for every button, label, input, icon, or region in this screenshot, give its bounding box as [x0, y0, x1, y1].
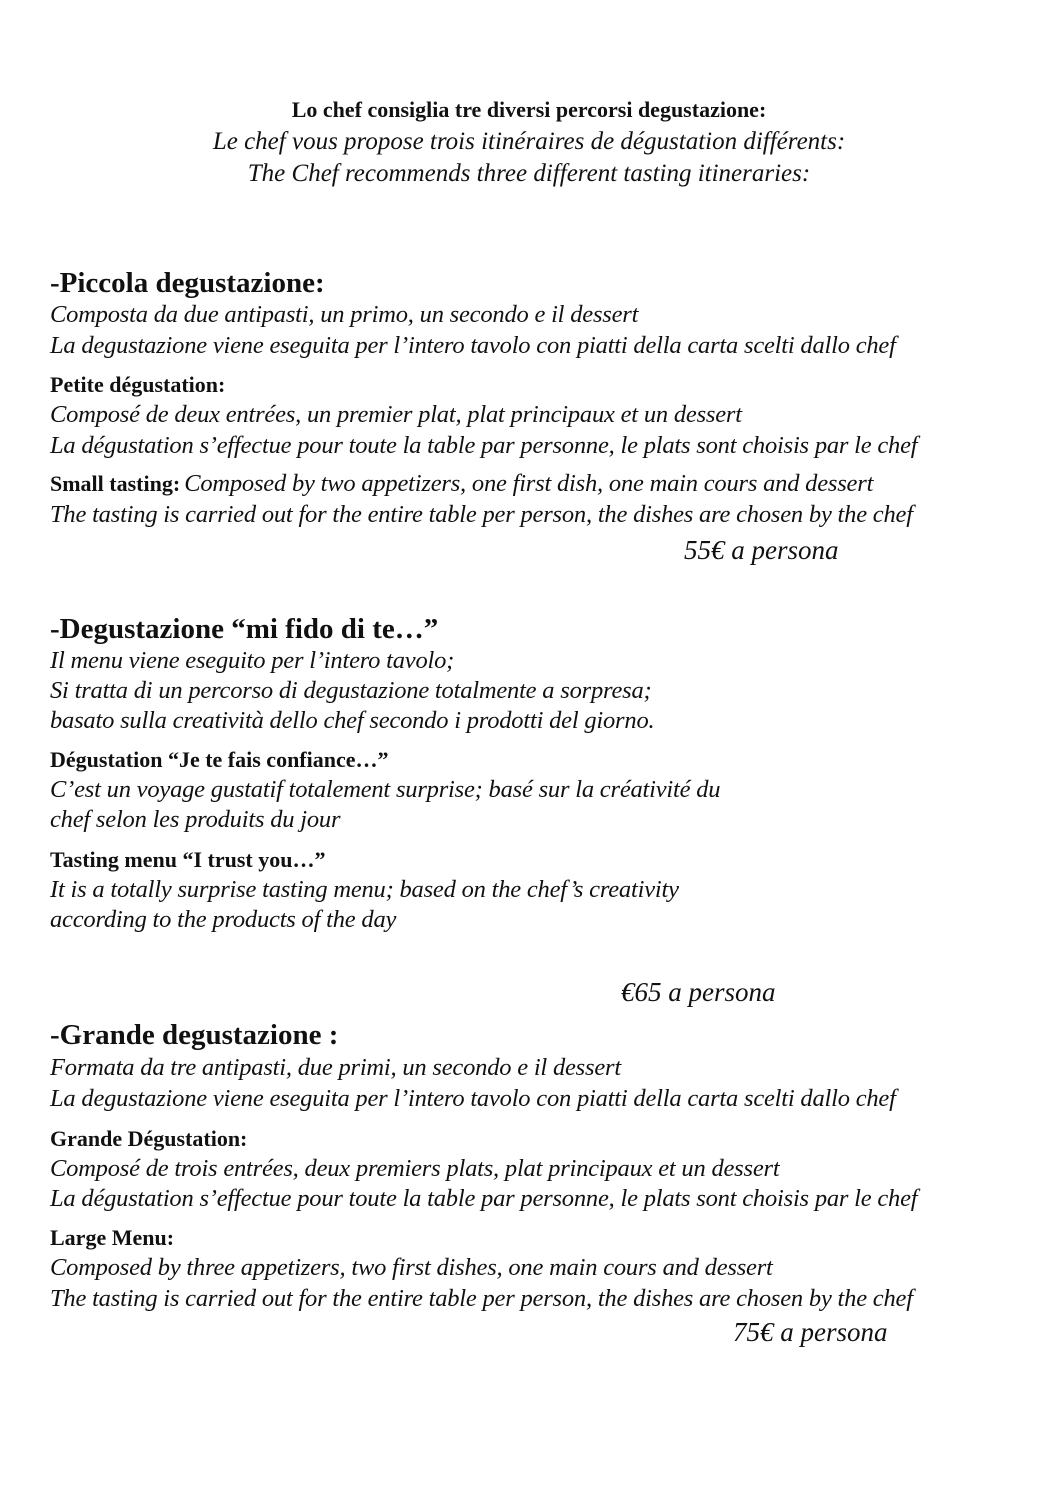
piccola-fr-title: Petite dégustation:	[50, 372, 226, 397]
grande-en-line-1: Composed by three appetizers, two first dishes, one main cours and dessert	[50, 1254, 773, 1281]
piccola-it-line-2: La degustazione viene eseguita per l’intero tavolo con piatti della carta scelti dallo chef	[50, 332, 896, 359]
grande-price: 75€ a persona	[733, 1317, 888, 1347]
header-french: Le chef vous propose trois itinéraires de dégustation différents:	[212, 128, 846, 155]
piccola-en-line-2: The tasting is carried out for the entire table per person, the dishes are chosen by the chef	[50, 501, 913, 528]
fido-it-line-2: Si tratta di un percorso di degustazione totalmente a sorpresa;	[50, 677, 652, 704]
fido-en-line-1: It is a totally surprise tasting menu; based on the chef’s creativity	[50, 876, 679, 903]
fido-it-line-3: basato sulla creatività dello chef secondo i prodotti del giorno.	[50, 707, 655, 734]
fido-it-line-1: Il menu viene eseguito per l’intero tavolo;	[50, 647, 455, 674]
piccola-en-line-1	[50, 470, 873, 498]
fido-title: -Degustazione “mi fido di te…”	[50, 613, 439, 645]
grande-it-line-2: La degustazione viene eseguita per l’intero tavolo con piatti della carta scelti dallo chef	[50, 1085, 896, 1112]
fido-en-line-2: according to the products of the day	[50, 906, 397, 933]
piccola-en-text-1: Composed by two appetizers, one first dish, one main cours and dessert	[184, 470, 874, 497]
header-italian: Lo chef consiglia tre diversi percorsi degustazione:	[291, 97, 767, 122]
fido-fr-line-1: C’est un voyage gustatif totalement surprise; basé sur la créativité du	[50, 776, 721, 803]
piccola-it-line-1: Composta da due antipasti, un primo, un secondo e il dessert	[50, 301, 639, 328]
piccola-price: 55€ a persona	[684, 535, 839, 565]
piccola-fr-line-1: Composé de deux entrées, un premier plat, plat principaux et un dessert	[50, 401, 742, 428]
fido-fr-line-2: chef selon les produits du jour	[50, 806, 341, 833]
grande-title: -Grande degustazione :	[50, 1019, 339, 1051]
grande-fr-title: Grande Dégustation:	[50, 1126, 248, 1151]
grande-en-title: Large Menu:	[50, 1225, 175, 1250]
grande-fr-line-2: La dégustation s’effectue pour toute la table par personne, le plats sont choisis par le chef	[50, 1185, 918, 1212]
header-english: The Chef recommends three different tasting itineraries:	[247, 160, 811, 187]
piccola-fr-line-2: La dégustation s’effectue pour toute la table par personne, le plats sont choisis par le chef	[50, 432, 918, 459]
grande-fr-line-1: Composé de trois entrées, deux premiers plats, plat principaux et un dessert	[50, 1155, 780, 1182]
grande-en-line-2: The tasting is carried out for the entire table per person, the dishes are chosen by the chef	[50, 1285, 913, 1312]
fido-fr-title: Dégustation “Je te fais confiance…”	[50, 747, 389, 772]
grande-it-line-1: Formata da tre antipasti, due primi, un secondo e il dessert	[50, 1054, 621, 1081]
piccola-en-title: Small tasting:	[50, 471, 181, 496]
piccola-title: -Piccola degustazione:	[50, 267, 325, 299]
fido-price: €65 a persona	[621, 977, 776, 1007]
fido-en-title: Tasting menu “I trust you…”	[50, 847, 326, 872]
